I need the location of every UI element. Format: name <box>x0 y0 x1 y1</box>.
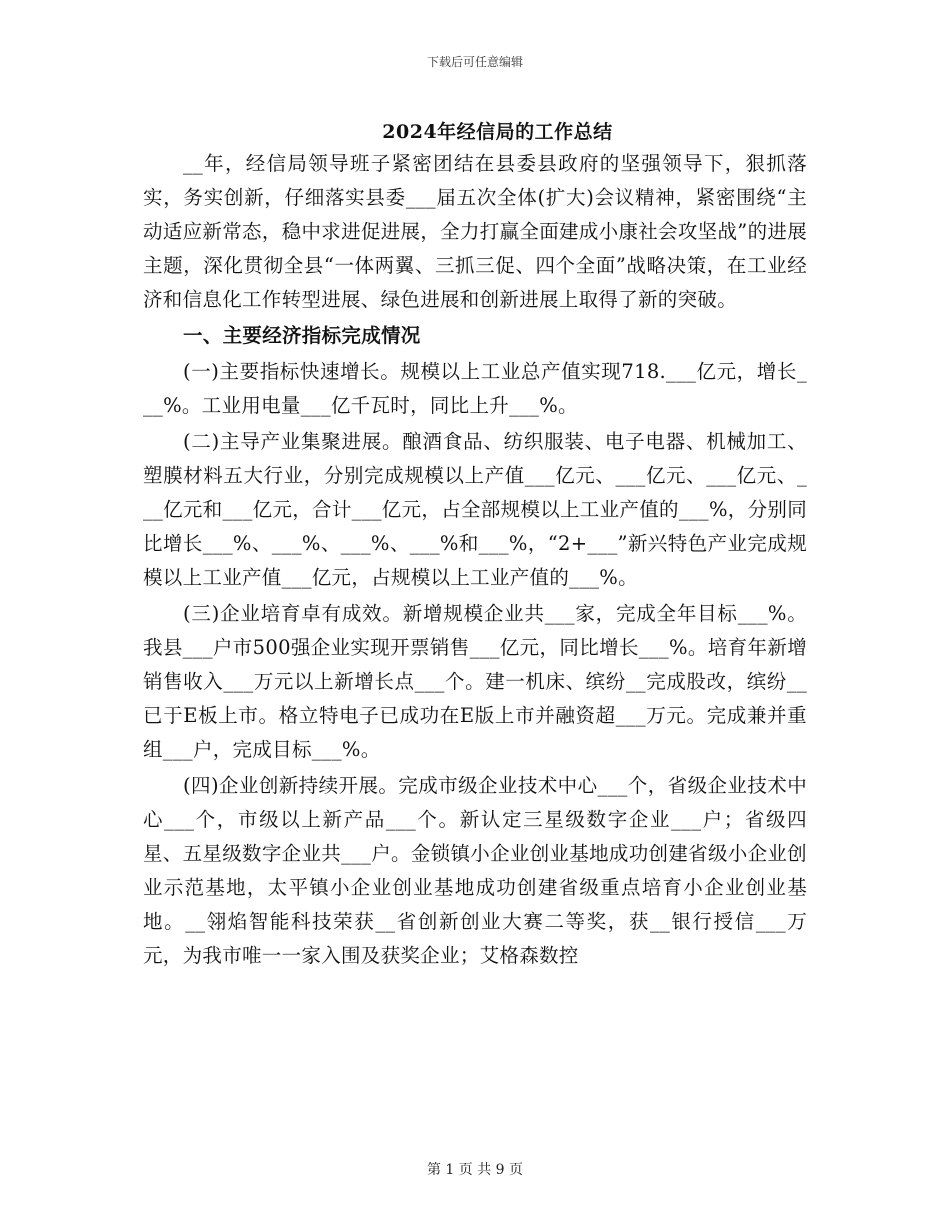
paragraph-2: (二)主导产业集聚进展。酿酒食品、纺织服装、电子电器、机械加工、塑膜材料五大行业，分别完成规模以上产值___亿元、___亿元、___亿元、___亿元和___亿元，合计___亿元，占全部规模以上工业产值的___%，分别同比增长___%、___%、___%、___%和___%，“2+___”新兴特色产业完成规模以上工业产值___亿元，占规模以上工业产值的___%。 <box>143 430 807 589</box>
document-body <box>143 147 807 975</box>
paragraph-4: (四)企业创新持续开展。完成市级企业技术中心___个，省级企业技术中心___个，市级以上新产品___个。新认定三星级数字企业___户；省级四星、五星级数字企业共___户。金锁镇小企业创业基地成功创建省级小企业创业示范基地，太平镇小企业创业基地成功创建省级重点培育小企业创业基地。__翎焰智能科技荣获__省创新创业大赛二等奖，获__银行授信___万元，为我市唯一一家入围及获奖企业；艾格森数控 <box>143 774 807 967</box>
page-header-note: 下载后可任意编辑 <box>426 55 523 69</box>
page-number: 第 1 页 共 9 页 <box>426 1162 524 1178</box>
paragraph-1: (一)主要指标快速增长。规模以上工业总产值实现718.___亿元，增长___%。工业用电量___亿千瓦时，同比上升___%。 <box>143 360 807 417</box>
section-heading-1: 一、主要经济指标完成情况 <box>183 324 421 347</box>
paragraph-3: (三)企业培育卓有成效。新增规模企业共___家，完成全年目标___%。我县___户市500强企业实现开票销售___亿元，同比增长___%。培育年新增销售收入___万元以上新增长点___个。建一机床、缤纷__完成股改，缤纷__已于E板上市。格立特电子已成功在E版上市并融资超___万元。完成兼并重组___户，完成目标___%。 <box>143 602 807 761</box>
document-title: 2024年经信局的工作总结 <box>382 121 613 143</box>
paragraph-intro: __年，经信局领导班子紧密团结在县委县政府的坚强领导下，狠抓落实，务实创新，仔细落实县委___届五次全体(扩大)会议精神，紧密围绕“主动适应新常态，稳中求进促进展，全力打赢全面建成小康社会攻坚战”的进展主题，深化贯彻全县“一体两翼、三抓三促、四个全面”战略决策，在工业经济和信息化工作转型进展、绿色进展和创新进展上取得了新的突破。 <box>143 152 807 311</box>
